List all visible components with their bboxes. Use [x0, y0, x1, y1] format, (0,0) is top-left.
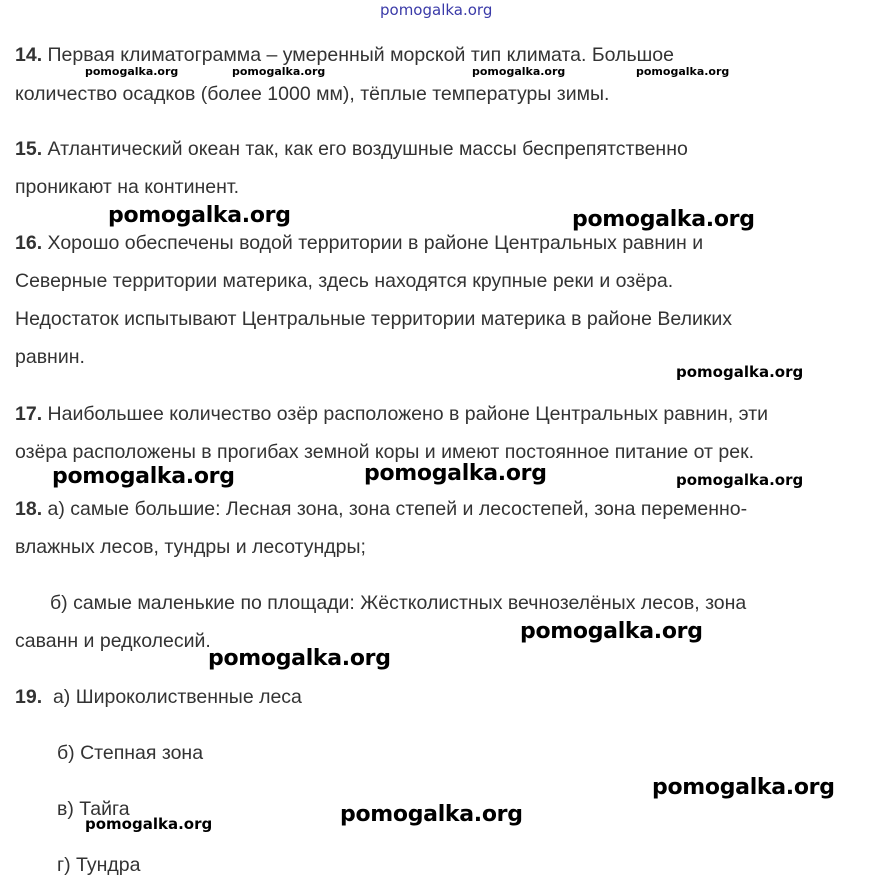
watermark: pomogalka.org	[652, 775, 835, 800]
answer-17-number: 17.	[15, 403, 43, 425]
watermark: pomogalka.org	[52, 464, 235, 489]
answer-19-item-d: г) Тундра	[57, 854, 141, 876]
answer-14-number: 14.	[15, 44, 43, 66]
answer-14-line-2: количество осадков (более 1000 мм), тёплые температуры зимы.	[15, 83, 610, 105]
watermark: pomogalka.org	[572, 207, 755, 232]
watermark: pomogalka.org	[676, 471, 804, 489]
watermark: pomogalka.org	[208, 646, 391, 671]
watermark: pomogalka.org	[472, 65, 566, 78]
answer-18-line-3: б) самые маленькие по площади: Жёстколистных вечнозелёных лесов, зона	[50, 592, 747, 614]
watermark: pomogalka.org	[85, 65, 179, 78]
answer-15-line-2: проникают на континент.	[15, 176, 240, 198]
answer-18-line-2: влажных лесов, тундры и лесотундры;	[15, 536, 366, 558]
watermark: pomogalka.org	[520, 619, 703, 644]
answer-17-line-2: озёра расположены в прогибах земной коры и имеют постоянное питание от рек.	[15, 441, 755, 463]
answer-18-line-4: саванн и редколесий.	[15, 630, 211, 652]
answer-19-line-1: 19. а) Широколиственные леса	[15, 686, 302, 708]
answer-16-line-2: Северные территории материка, здесь находятся крупные реки и озёра.	[15, 270, 674, 292]
watermark: pomogalka.org	[676, 363, 804, 381]
watermark: pomogalka.org	[85, 815, 213, 833]
answer-16-line-3: Недостаток испытывают Центральные территории материка в районе Великих	[15, 308, 733, 330]
answer-19-number: 19.	[15, 686, 43, 708]
watermark: pomogalka.org	[340, 802, 523, 827]
answer-16-number: 16.	[15, 232, 43, 254]
watermark: pomogalka.org	[232, 65, 326, 78]
watermark-top: pomogalka.org	[380, 1, 493, 19]
answer-16-line-4: равнин.	[15, 346, 85, 368]
answer-14-line-1: 14. Первая климатограмма – умеренный морской тип климата. Большое	[15, 44, 674, 66]
answer-15-number: 15.	[15, 138, 43, 160]
answer-16-line-1: 16. Хорошо обеспечены водой территории в районе Центральных равнин и	[15, 232, 704, 254]
watermark: pomogalka.org	[108, 203, 291, 228]
watermark: pomogalka.org	[364, 461, 547, 486]
answer-18-number: 18.	[15, 498, 43, 520]
answer-18-line-1: 18. а) самые большие: Лесная зона, зона степей и лесостепей, зона переменно-	[15, 498, 748, 520]
answer-15-line-1: 15. Атлантический океан так, как его воздушные массы беспрепятственно	[15, 138, 688, 160]
watermark: pomogalka.org	[636, 65, 730, 78]
answer-19-item-c: в) Тайга	[57, 798, 130, 820]
answer-17-line-1: 17. Наибольшее количество озёр расположено в районе Центральных равнин, эти	[15, 403, 769, 425]
answer-19-item-b: б) Степная зона	[57, 742, 204, 764]
